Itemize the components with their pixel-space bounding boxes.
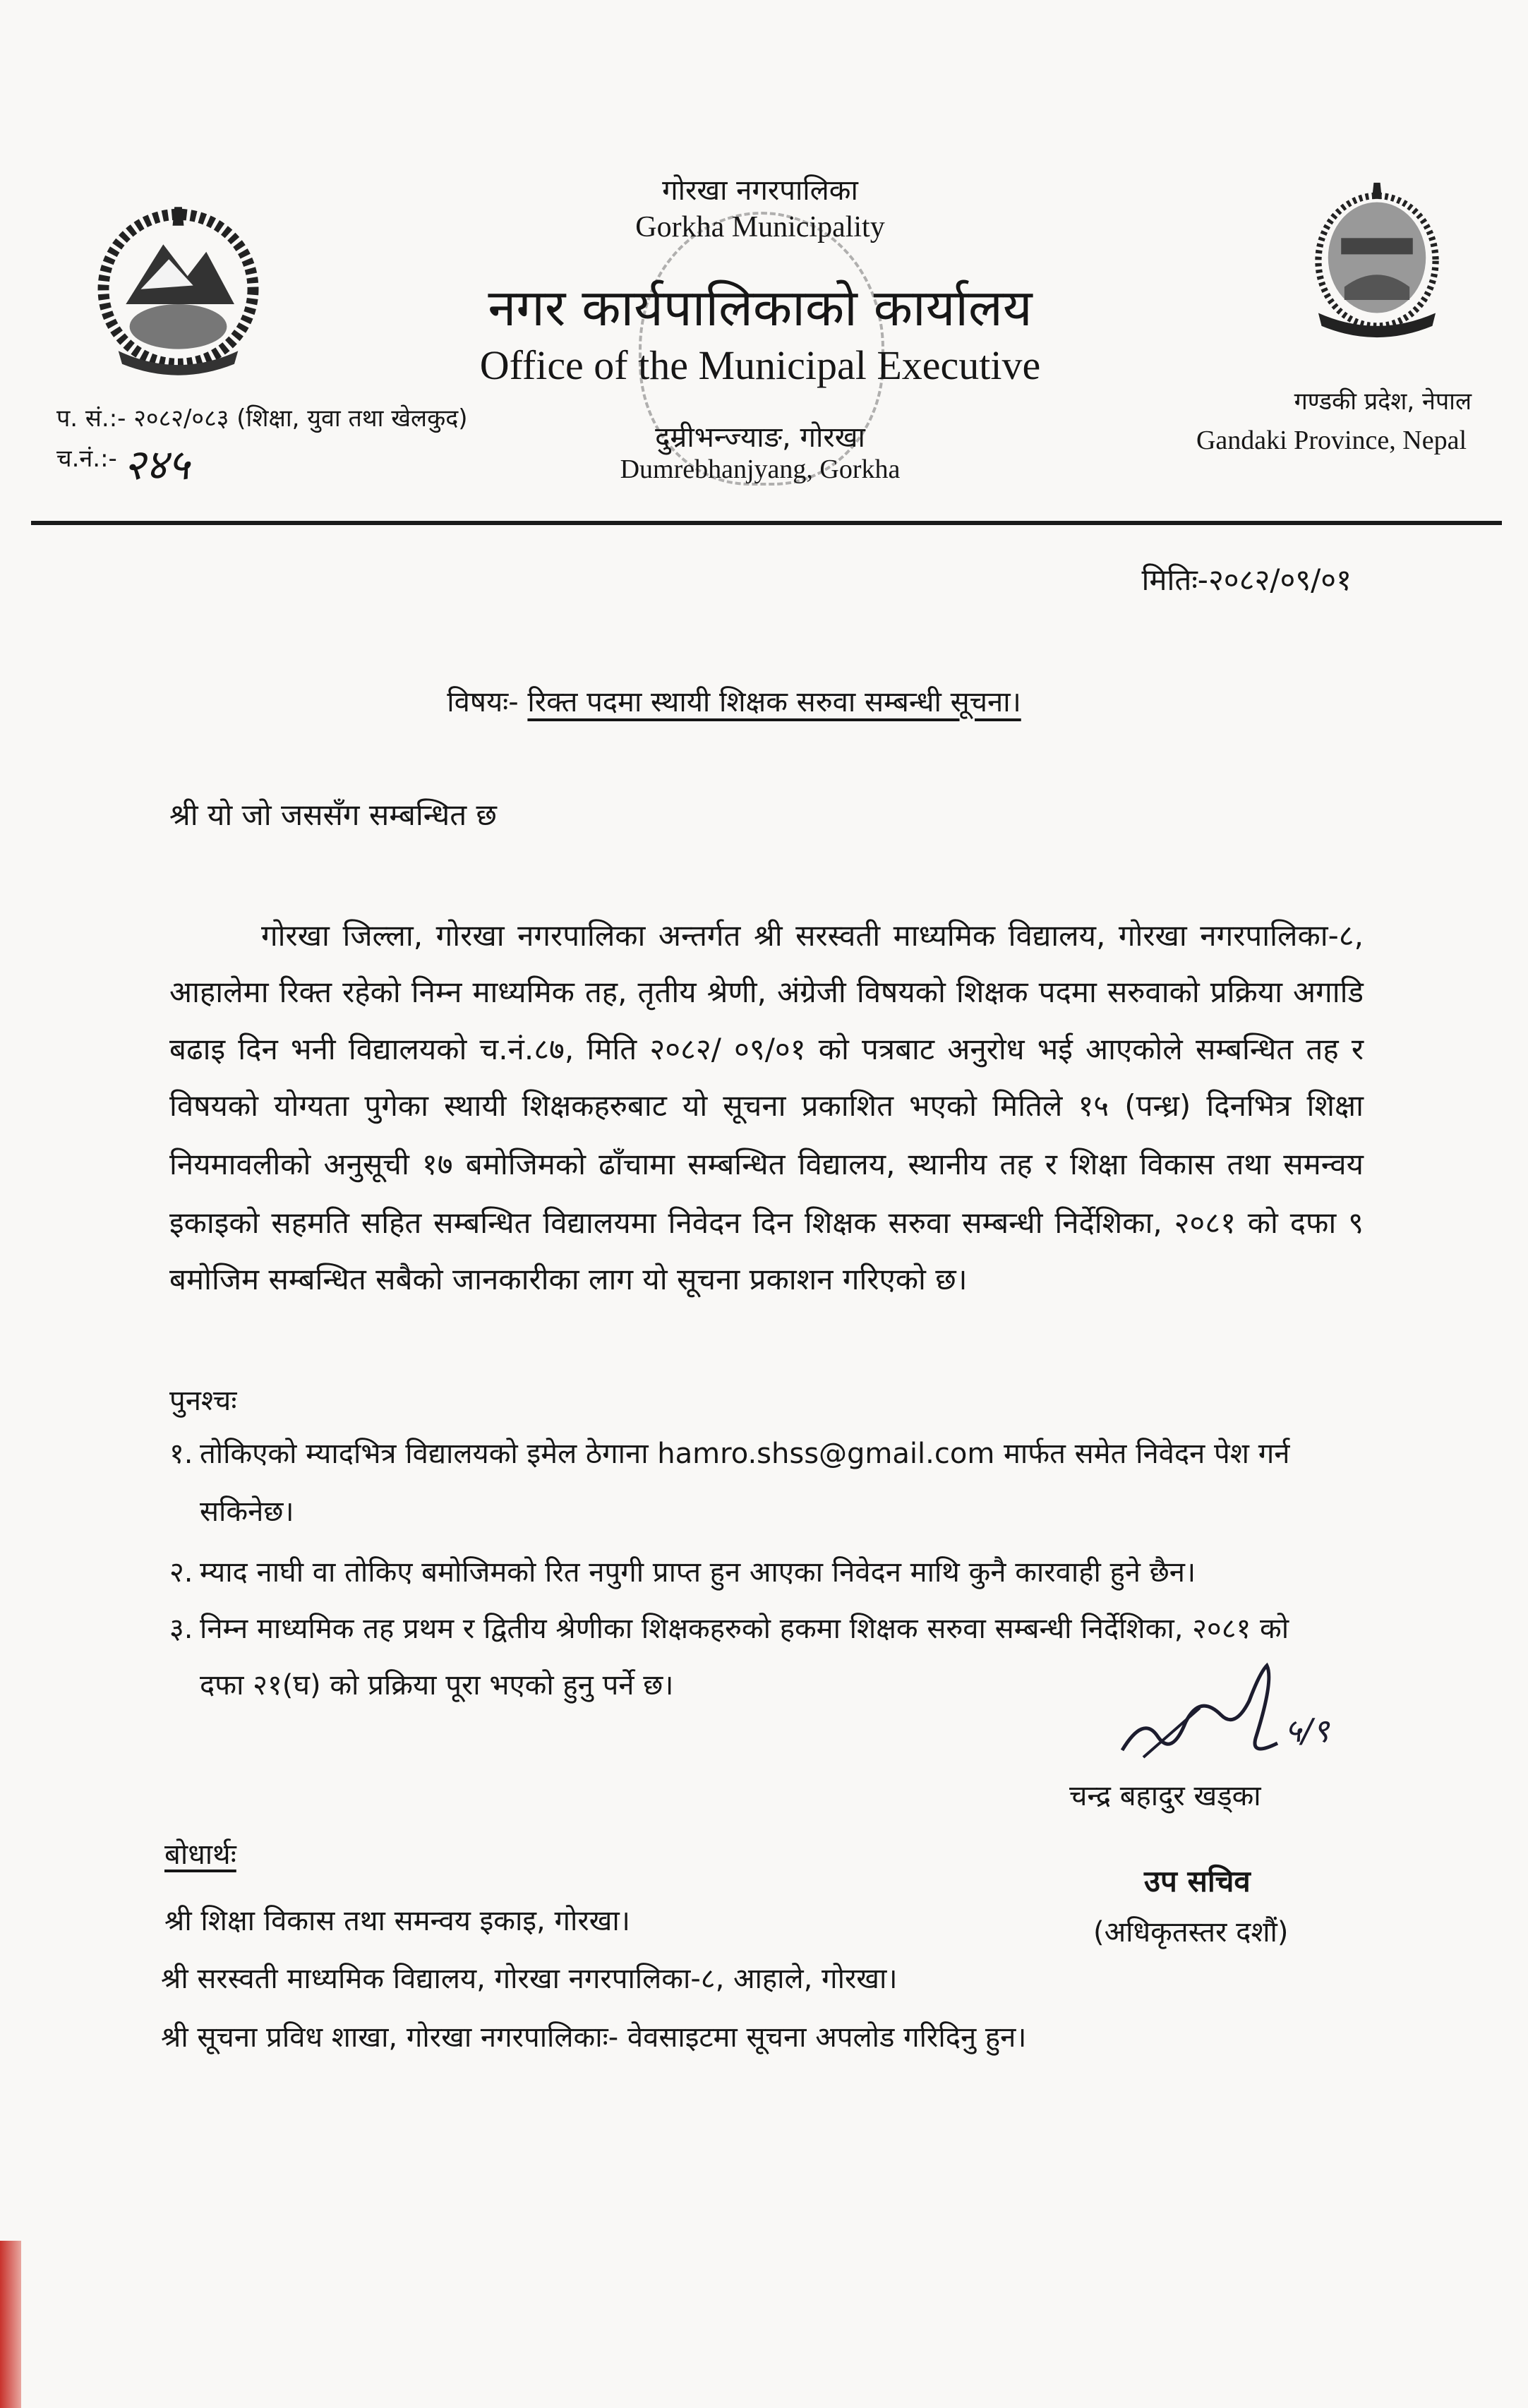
dispatch-label: च.नं.:- (56, 445, 117, 473)
postscript-item-number: ३. (169, 1613, 193, 1645)
nepal-emblem-icon (85, 192, 272, 379)
signatory-rank: (अधिकृतस्तर दशौं) (1093, 1916, 1289, 1949)
addressee: श्री यो जो जससँग सम्बन्धित छ (169, 797, 497, 832)
body-line: गोरखा जिल्ला, गोरखा नगरपालिका अन्तर्गत श्री सरस्वती माध्यमिक विद्यालय, गोरखा नगरपालिका-८, (261, 918, 1364, 953)
cc-label: बोधार्थः (164, 1838, 236, 1871)
postscript-label: पुनश्चः (169, 1385, 237, 1417)
postscript-item-text: म्याद नाघी वा तोकिए बमोजिमको रित नपुगी प्राप्त हुन आएका निवेदन माथि कुनै कारवाही हुने छैन। (200, 1556, 1196, 1589)
gandaki-province-emblem-icon (1295, 173, 1459, 342)
body-line: बमोजिम सम्बन्धित सबैको जानकारीका लाग यो सूचना प्रकाशन गरिएको छ। (169, 1262, 968, 1296)
body-line: बढाइ दिन भनी विद्यालयको च.नं.८७, मिति २०८२/ ०९/०१ को पत्रबाट अनुरोध भई आएकोले सम्बन्धित तह र (169, 1032, 1364, 1066)
body-line: इकाइको सहमति सहित सम्बन्धित विद्यालयमा निवेदन दिन शिक्षक सरुवा सम्बन्धी निर्देशिका, २०८१ को दफा ९ (169, 1205, 1364, 1240)
cc-item: श्री सूचना प्रविध शाखा, गोरखा नगरपालिकाः- वेवसाइटमा सूचना अपलोड गरिदिनु हुन। (161, 2021, 1027, 2054)
office-name-en: Office of the Municipal Executive (479, 342, 1041, 388)
postscript-item-text: दफा २१(घ) को प्रक्रिया पूरा भएको हुनु पर्ने छ। (200, 1669, 674, 1702)
postscript-item-number: १. (169, 1438, 193, 1470)
signature-date-note: ५/९ (1285, 1711, 1330, 1750)
postscript-item-text: निम्न माध्यमिक तह प्रथम र द्वितीय श्रेणीका शिक्षकहरुको हकमा शिक्षक सरुवा सम्बन्धी निर्देशिका, २०८१ को (200, 1613, 1289, 1645)
municipality-name-ne: गोरखा नगरपालिका (662, 174, 858, 207)
body-line: विषयको योग्यता पुगेका स्थायी शिक्षकहरुबाट यो सूचना प्रकाशित भएको मितिले १५ (पन्ध्र) दिनभित्र शिक्षा (169, 1088, 1364, 1123)
cc-item: श्री सरस्वती माध्यमिक विद्यालय, गोरखा नगरपालिका-८, आहाले, गोरखा। (161, 1963, 898, 1995)
address-ne: दुम्रीभन्ज्याङ, गोरखा (655, 421, 865, 454)
signatory-title: उप सचिव (1144, 1864, 1251, 1898)
scan-edge (0, 2241, 21, 2408)
subject-text: रिक्त पदमा स्थायी शिक्षक सरुवा सम्बन्धी सूचना। (527, 686, 1021, 718)
subject-line (447, 681, 1021, 720)
cc-item: श्री शिक्षा विकास तथा समन्वय इकाइ, गोरखा। (164, 1905, 630, 1937)
postscript-item-text: तोकिएको म्यादभित्र विद्यालयको इमेल ठेगाना hamro.shss@gmail.com मार्फत समेत निवेदन पेश गर्न (200, 1438, 1290, 1470)
letter-date: मितिः-२०८२/०९/०१ (1141, 562, 1352, 597)
subject-label: विषयः- (447, 686, 519, 718)
signatory-name: चन्द्र बहादुर खड्का (1069, 1780, 1261, 1812)
dispatch-number: २४५ (124, 440, 190, 490)
postscript-item-number: २. (169, 1556, 193, 1589)
municipality-name-en: Gorkha Municipality (635, 211, 885, 243)
province-ne: गण्डकी प्रदेश, नेपाल (1294, 387, 1472, 416)
body-line: नियमावलीको अनुसूची १७ बमोजिमको ढाँचामा सम्बन्धित विद्यालय, स्थानीय तह र शिक्षा विकास तथा समन्वय (169, 1147, 1364, 1181)
letter-reference: प. सं.:- २०८२/०८३ (शिक्षा, युवा तथा खेलकुद) (56, 404, 468, 433)
postscript-item-text: सकिनेछ। (200, 1495, 294, 1528)
province-en: Gandaki Province, Nepal (1196, 426, 1467, 455)
office-name-ne: नगर कार्यपालिकाको कार्यालय (488, 278, 1033, 337)
header-divider (31, 521, 1502, 525)
body-line: आहालेमा रिक्त रहेको निम्न माध्यमिक तह, तृतीय श्रेणी, अंग्रेजी विषयको शिक्षक पदमा सरुवाको प्रक्रिया अगाडि (169, 975, 1364, 1009)
address-en: Dumrebhanjyang, Gorkha (620, 454, 901, 484)
